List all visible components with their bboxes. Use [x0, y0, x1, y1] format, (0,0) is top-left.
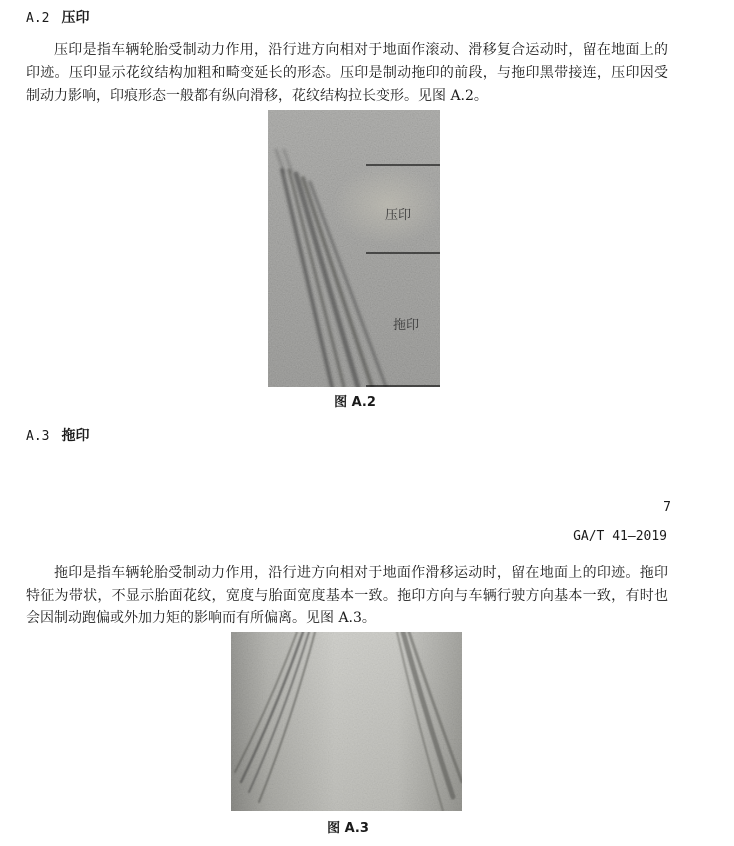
section-heading-a2 [26, 8, 89, 28]
figure-a3 [231, 632, 462, 811]
section-title: 压印 [61, 10, 90, 26]
section-number: A.2 [26, 11, 50, 26]
figure-a3-photo [231, 632, 462, 811]
figure-a2-photo [268, 110, 440, 387]
paragraph-line: 压印是指车辆轮胎受制动力作用，沿行进方向相对于地面作滚动、滑移复合运动时，留在地面上的 [54, 42, 668, 58]
light-patch [333, 165, 440, 245]
paragraph-line: 特征为带状，不显示胎面花纹，宽度与胎面宽度基本一致。拖印方向与车辆行驶方向基本一致，有时也 [26, 588, 668, 604]
section-number: A.3 [26, 429, 50, 444]
section-title: 拖印 [61, 428, 90, 444]
paragraph-line: 拖印是指车辆轮胎受制动力作用，沿行进方向相对于地面作滑移运动时，留在地面上的印迹。拖印 [54, 565, 668, 581]
label-impression: 压印 [385, 208, 412, 223]
label-skid-mark: 拖印 [393, 318, 420, 333]
figure-a2 [268, 110, 440, 387]
page-number: 7 [663, 500, 671, 515]
paragraph-line: 制动力影响，印痕形态一般都有纵向滑移，花纹结构拉长变形。见图 A.2。 [26, 88, 488, 104]
asphalt-texture [268, 110, 440, 387]
section-heading-a3 [26, 426, 89, 446]
running-header: GA/T 41—2019 [573, 529, 667, 544]
figure-a3-caption: 图 A.3 [327, 821, 369, 836]
figure-a2-caption: 图 A.2 [334, 395, 376, 410]
paragraph-line: 会因制动跑偏或外加力矩的影响而有所偏离。见图 A.3。 [26, 610, 376, 626]
paragraph-line: 印迹。压印显示花纹结构加粗和畸变延长的形态。压印是制动拖印的前段，与拖印黑带接连，压印因受 [26, 65, 668, 81]
